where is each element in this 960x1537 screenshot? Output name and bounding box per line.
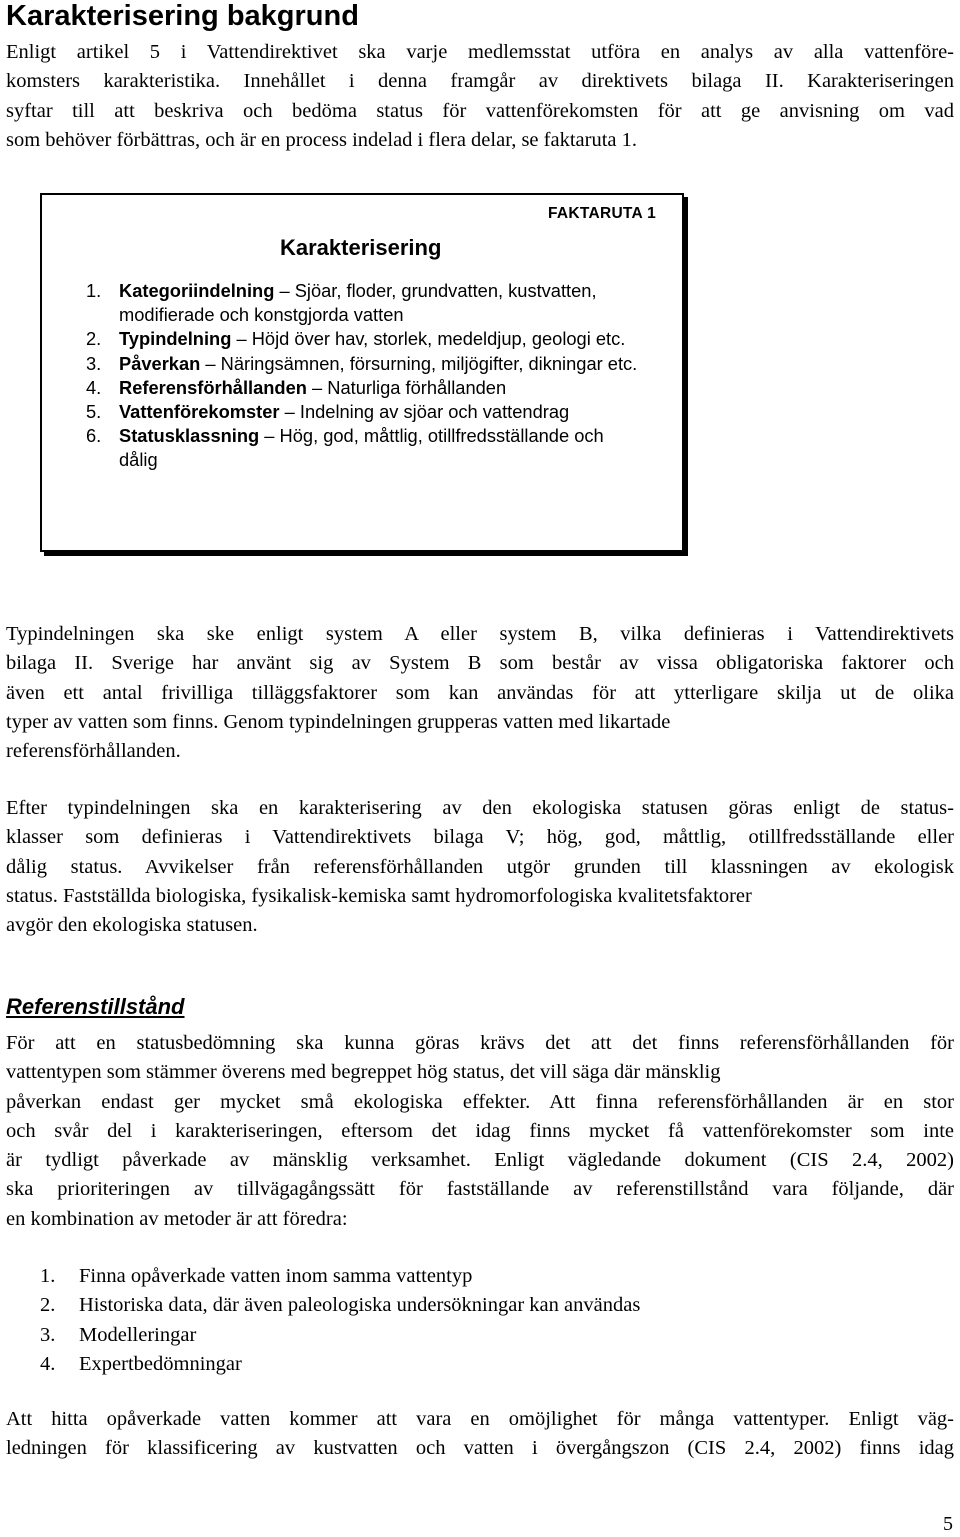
typindelning-paragraph xyxy=(6,620,954,766)
fact-item xyxy=(86,376,646,400)
text-line: även ett antal frivilliga tilläggsfaktorer som kan användas för att ytterligare skilja ut de olika xyxy=(6,681,954,704)
text-line: komsters karakteristika. Innehållet i denna framgår av direktivets bilaga II. Karakteriseringen xyxy=(6,70,954,93)
fact-item-dash: – xyxy=(231,328,252,350)
intro-paragraph xyxy=(6,38,954,155)
text-line: som behöver förbättras, och är en process indelad i flera delar, se faktaruta 1. xyxy=(6,128,637,151)
list-item xyxy=(40,1262,640,1291)
list-item-text: Modelleringar xyxy=(79,1323,197,1346)
fact-box-list xyxy=(86,279,646,473)
text-line: påverkan endast ger mycket små ekologiska effekter. Att finna referensförhållanden är en stor xyxy=(6,1090,954,1113)
fact-item-dash: – xyxy=(274,280,295,301)
text-line: Enligt artikel 5 i Vattendirektivet ska varje medlemsstat utföra en analys av alla vattenföre- xyxy=(6,41,954,63)
fact-item-desc: Hög, god, måttlig, otillfredsställande och dålig xyxy=(119,425,604,471)
fact-item-desc: Näringsämnen, försurning, miljögifter, dikningar etc. xyxy=(220,352,638,374)
list-item xyxy=(40,1291,640,1320)
fact-item-desc: Sjöar, floder, grundvatten, kustvatten, modifierade och konstgjorda vatten xyxy=(119,280,597,326)
text-line: Att hitta opåverkade vatten kommer att vara en omöjlighet för många vattentyper. Enligt väg- xyxy=(6,1408,954,1430)
text-line: bilaga II. Sverige har använt sig av System B som består av vissa obligatoriska faktorer och xyxy=(6,652,954,675)
fact-item xyxy=(86,424,646,472)
efter-typindelning-paragraph xyxy=(6,794,954,940)
fact-item-term: Statusklassning xyxy=(119,425,260,447)
fact-item-desc: Naturliga förhållanden xyxy=(327,376,507,398)
fact-item xyxy=(86,400,646,424)
text-line: ledningen för klassificering av kustvatten och vatten i övergångszon (CIS 2.4, 2002) finns idag xyxy=(6,1437,954,1460)
fact-item-term: Vattenförekomster xyxy=(119,401,280,423)
fact-item-dash: – xyxy=(306,376,328,398)
text-line: ska prioriteringen av tillvägagångssätt för fastställande av referenstillstånd vara följande, där xyxy=(6,1178,954,1201)
list-item-text: Expertbedömningar xyxy=(79,1352,242,1375)
text-line: avgör den ekologiska statusen. xyxy=(6,914,258,937)
fact-item xyxy=(86,352,646,376)
fact-item-number: 3. xyxy=(86,352,102,374)
text-line: Efter typindelningen ska en karakterisering av den ekologiska statusen göras enligt de status- xyxy=(6,797,954,819)
fact-item-number: 5. xyxy=(86,401,102,423)
text-line: och svår del i karakteriseringen, eftersom det idag finns mycket få vattenförekomster som inte xyxy=(6,1119,954,1142)
fact-item-dash: – xyxy=(200,352,221,374)
fact-item-term: Kategoriindelning xyxy=(119,280,275,301)
list-item-number: 3. xyxy=(40,1323,56,1346)
text-line: typer av vatten som finns. Genom typindelningen grupperas vatten med likartade xyxy=(6,710,671,733)
method-list xyxy=(40,1262,640,1379)
list-item xyxy=(40,1350,640,1379)
fact-item-term: Typindelning xyxy=(119,328,232,350)
list-item-text: Finna opåverkade vatten inom samma vattentyp xyxy=(79,1265,473,1287)
text-line: vattentypen som stämmer överens med begreppet hög status, det vill säga där mänsklig xyxy=(6,1061,721,1084)
fact-item-dash: – xyxy=(279,401,300,423)
fact-item-number: 6. xyxy=(86,425,102,447)
text-line: syftar till att beskriva och bedöma status för vattenförekomsten för att ge anvisning om vad xyxy=(6,99,954,122)
fact-item-number: 4. xyxy=(86,376,102,398)
text-line: klasser som definieras i Vattendirektivets bilaga V; hög, god, måttlig, otillfredsställande eller xyxy=(6,826,954,849)
text-line: status. Fastställda biologiska, fysikalisk-kemiska samt hydromorfologiska kvalitetsfaktorer xyxy=(6,884,752,907)
text-line: Typindelningen ska ske enligt system A eller system B, vilka definieras i Vattendirektivets xyxy=(6,623,954,645)
fact-item-dash: – xyxy=(259,425,280,447)
list-item-number: 1. xyxy=(40,1265,56,1287)
list-item xyxy=(40,1321,640,1350)
fact-item-number: 1. xyxy=(86,280,102,301)
referenstillstand-paragraph xyxy=(6,1029,954,1234)
fact-box-label: FAKTARUTA 1 xyxy=(547,205,656,222)
fact-item xyxy=(86,327,646,351)
section-heading-referenstillstand: Referenstillstånd xyxy=(6,994,185,1019)
fact-box-title: Karakterisering xyxy=(280,235,442,260)
text-line: referensförhållanden. xyxy=(6,740,181,763)
fact-item-term: Referensförhållanden xyxy=(119,376,307,398)
list-item-number: 2. xyxy=(40,1294,56,1317)
list-item-number: 4. xyxy=(40,1352,56,1375)
fact-item-desc: Höjd över hav, storlek, medeldjup, geologi etc. xyxy=(251,328,626,350)
text-line: För att en statusbedömning ska kunna göras krävs det att det finns referensförhållanden för xyxy=(6,1032,954,1054)
closing-paragraph xyxy=(6,1405,954,1464)
fact-item-term: Påverkan xyxy=(119,352,201,374)
page-number: 5 xyxy=(943,1513,953,1535)
page-heading: Karakterisering bakgrund xyxy=(6,0,359,32)
fact-box xyxy=(40,193,684,552)
list-item-text: Historiska data, där även paleologiska undersökningar kan användas xyxy=(79,1294,641,1317)
fact-item xyxy=(86,279,646,327)
fact-item-number: 2. xyxy=(86,328,102,350)
text-line: en kombination av metoder är att föredra: xyxy=(6,1207,348,1230)
fact-item-desc: Indelning av sjöar och vattendrag xyxy=(299,401,570,423)
text-line: dålig status. Avvikelser från referensförhållanden utgör grunden till klassningen av ekologisk xyxy=(6,855,954,878)
text-line: är tydligt påverkade av mänsklig verksamhet. Enligt vägledande dokument (CIS 2.4, 2002) xyxy=(6,1149,954,1172)
